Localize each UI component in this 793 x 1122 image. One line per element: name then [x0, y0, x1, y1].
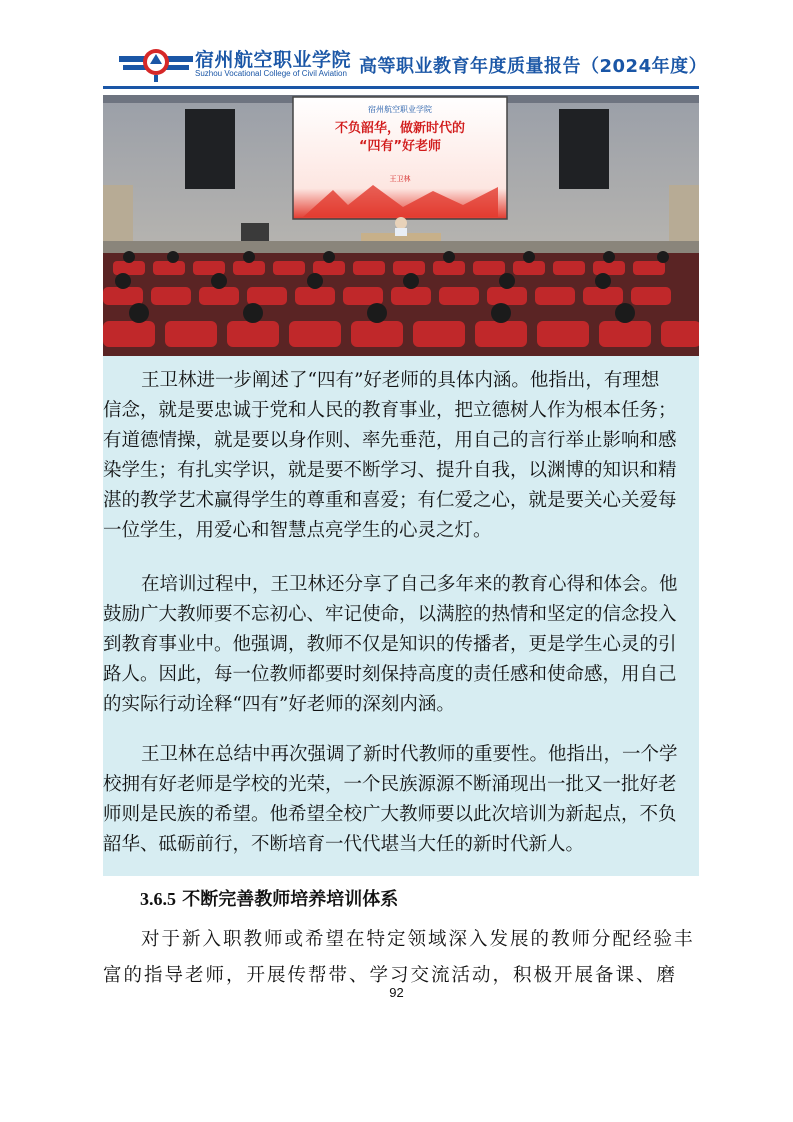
college-name-en: Suzhou Vocational College of Civil Aviation	[195, 69, 347, 78]
screen-brand: 宿州航空职业学院	[368, 105, 432, 114]
lecture-hall-illustration	[103, 95, 699, 356]
text-line: 鼓励广大教师要不忘初心、牢记使命，以满腔的热情和坚定的信念投入	[103, 604, 677, 625]
text-line: 王卫林在总结中再次强调了新时代教师的重要性。他指出，一个学	[141, 744, 678, 765]
section-number: 3.6.5	[140, 889, 176, 909]
screen-speaker: 王卫林	[389, 175, 411, 183]
text-line: 王卫林进一步阐述了“四有”好老师的具体内涵。他指出，有理想	[141, 370, 660, 391]
college-name-cn: 宿州航空职业学院	[195, 49, 352, 71]
text-line: 染学生；有扎实学识，就是要不断学习、提升自我，以渊博的知识和精	[103, 460, 677, 481]
lecture-photo	[103, 95, 699, 356]
text-line: 有道德情操，就是要以身作则、率先垂范，用自己的言行举止影响和感	[103, 430, 677, 451]
page-number: 92	[389, 985, 404, 1000]
paragraph-2	[103, 570, 699, 720]
text-line: 一位学生，用爱心和智慧点亮学生的心灵之灯。	[103, 520, 492, 541]
text-line: 在培训过程中，王卫林还分享了自己多年来的教育心得和体会。他	[141, 574, 678, 595]
text-line: 富的指导老师，开展传帮带、学习交流活动，积极开展备课、磨	[103, 965, 678, 986]
header-divider	[103, 86, 699, 89]
text-line: 的实际行动诠释“四有”好老师的深刻内涵。	[103, 694, 455, 715]
text-line: 校拥有好老师是学校的光荣，一个民族源源不断涌现出一批又一批好老	[103, 774, 677, 795]
report-title: 高等职业教育年度质量报告（2024年度）	[359, 56, 708, 77]
text-line: 信念，就是要忠诚于党和人民的教育事业，把立德树人作为根本任务；	[103, 400, 677, 421]
text-line: 到教育事业中。他强调，教师不仅是知识的传播者，更是学生心灵的引	[103, 634, 677, 655]
college-logo-icon	[117, 42, 195, 84]
text-line: 韶华、砥砺前行，不断培育一代代堪当大任的新时代新人。	[103, 834, 585, 855]
text-line: 师则是民族的希望。他希望全校广大教师要以此次培训为新起点，不负	[103, 804, 677, 825]
section-heading	[140, 885, 398, 911]
screen-title-line1: 不负韶华，做新时代的	[334, 121, 466, 136]
text-line: 湛的教学艺术赢得学生的尊重和喜爱；有仁爱之心，就是要关心关爱每	[103, 490, 677, 511]
screen-title-line2: “四有”好老师	[358, 139, 442, 154]
paragraph-4	[103, 922, 699, 994]
section-title: 不断完善教师培养培训体系	[182, 889, 399, 910]
paragraph-1	[103, 366, 699, 546]
text-line: 对于新入职教师或希望在特定领域深入发展的教师分配经验丰	[141, 929, 695, 950]
paragraph-3	[103, 740, 699, 860]
page-header	[103, 38, 708, 94]
text-line: 路人。因此，每一位教师都要时刻保持高度的责任感和使命感，用自己	[103, 664, 677, 685]
